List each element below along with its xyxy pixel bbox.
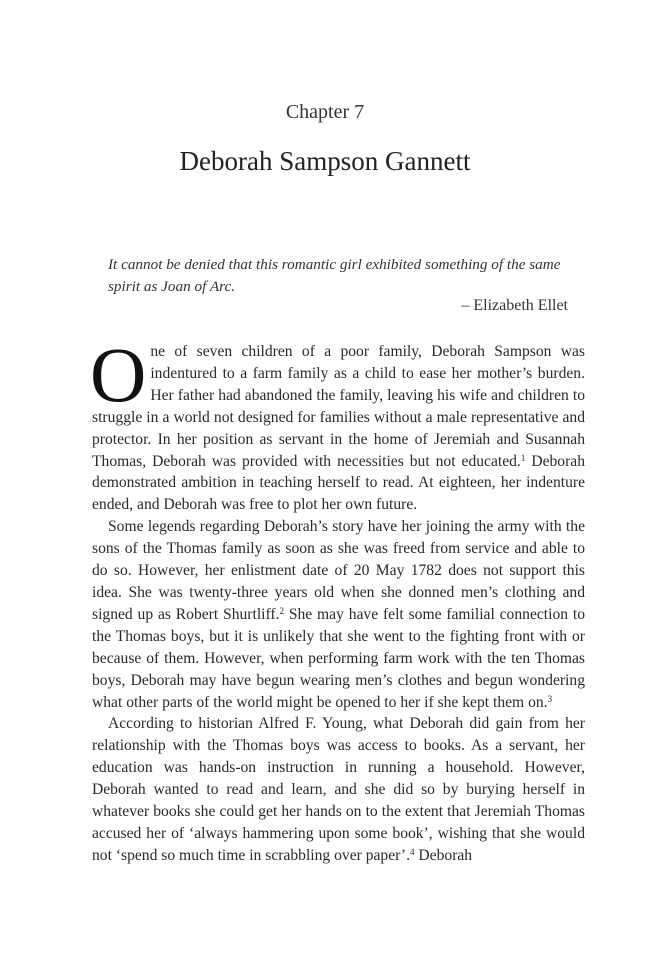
paragraph-3-text-a: According to historian Alfred F. Young, what Deborah did gain from her relationship with the Thomas boys was access to books. As a servant, her education was hands-on instruction in running a household. However, Deborah wanted to read and learn, and she did so by burying herself in whatever books she could get her hands on to the extent that Jeremiah Thomas accused her of ‘always hammering upon some book’, wishing that she would not ‘spend so much time in scrabbling over paper’. <box>92 715 585 864</box>
epigraph-quote: It cannot be denied that this romantic girl exhibited something of the same spirit as Joan of Arc. <box>108 256 561 295</box>
footnote-ref-1: 1 <box>520 452 526 463</box>
paragraph-2 <box>92 516 585 713</box>
drop-cap: O <box>90 331 147 418</box>
paragraph-1 <box>90 331 586 516</box>
paragraph-1-text-b: Deborah demonstrated ambition in teaching herself to read. At eighteen, her indenture ended, and Deborah was free to plot her own future. <box>92 452 586 514</box>
footnote-ref-2: 2 <box>279 605 284 616</box>
paragraph-1-text-a: ne of seven children of a poor family, Deborah Sampson was indentured to a farm family as a child to ease her mother’s burden. Her father had abandoned the family, leaving his wife and children to struggle in a world not designed for families without a male representative and protector. In her position as servant in the home of Jeremiah and Susannah Thomas, Deborah was provided with necessities but not educated. <box>92 343 585 470</box>
paragraph-3-text-b: Deborah <box>414 846 473 864</box>
epigraph-attribution: – Elizabeth Ellet <box>461 297 568 314</box>
chapter-body <box>90 331 586 867</box>
paragraph-2-text-b: She may have felt some familial connection to the Thomas boys, but it is unlikely that she went to the fighting front with or because of them. However, when performing farm work with the ten Thomas boys, Deborah may have begun wearing men’s clothes and begun wondering what other parts of the world might be opened to her if she kept them on. <box>92 605 585 711</box>
footnote-ref-3: 3 <box>547 693 553 704</box>
chapter-title: Deborah Sampson Gannett <box>179 146 471 176</box>
chapter-number: Chapter 7 <box>285 101 365 123</box>
footnote-ref-4: 4 <box>410 846 415 857</box>
paragraph-3 <box>92 713 585 866</box>
paragraph-2-text-a: Some legends regarding Deborah’s story have her joining the army with the sons of the Thomas family as soon as she was freed from service and able to do so. However, her enlistment date of 20 May 1782 does not support this idea. She was twenty-three years old when she donned men’s clothing and signed up as Robert Shurtliff. <box>92 518 585 623</box>
